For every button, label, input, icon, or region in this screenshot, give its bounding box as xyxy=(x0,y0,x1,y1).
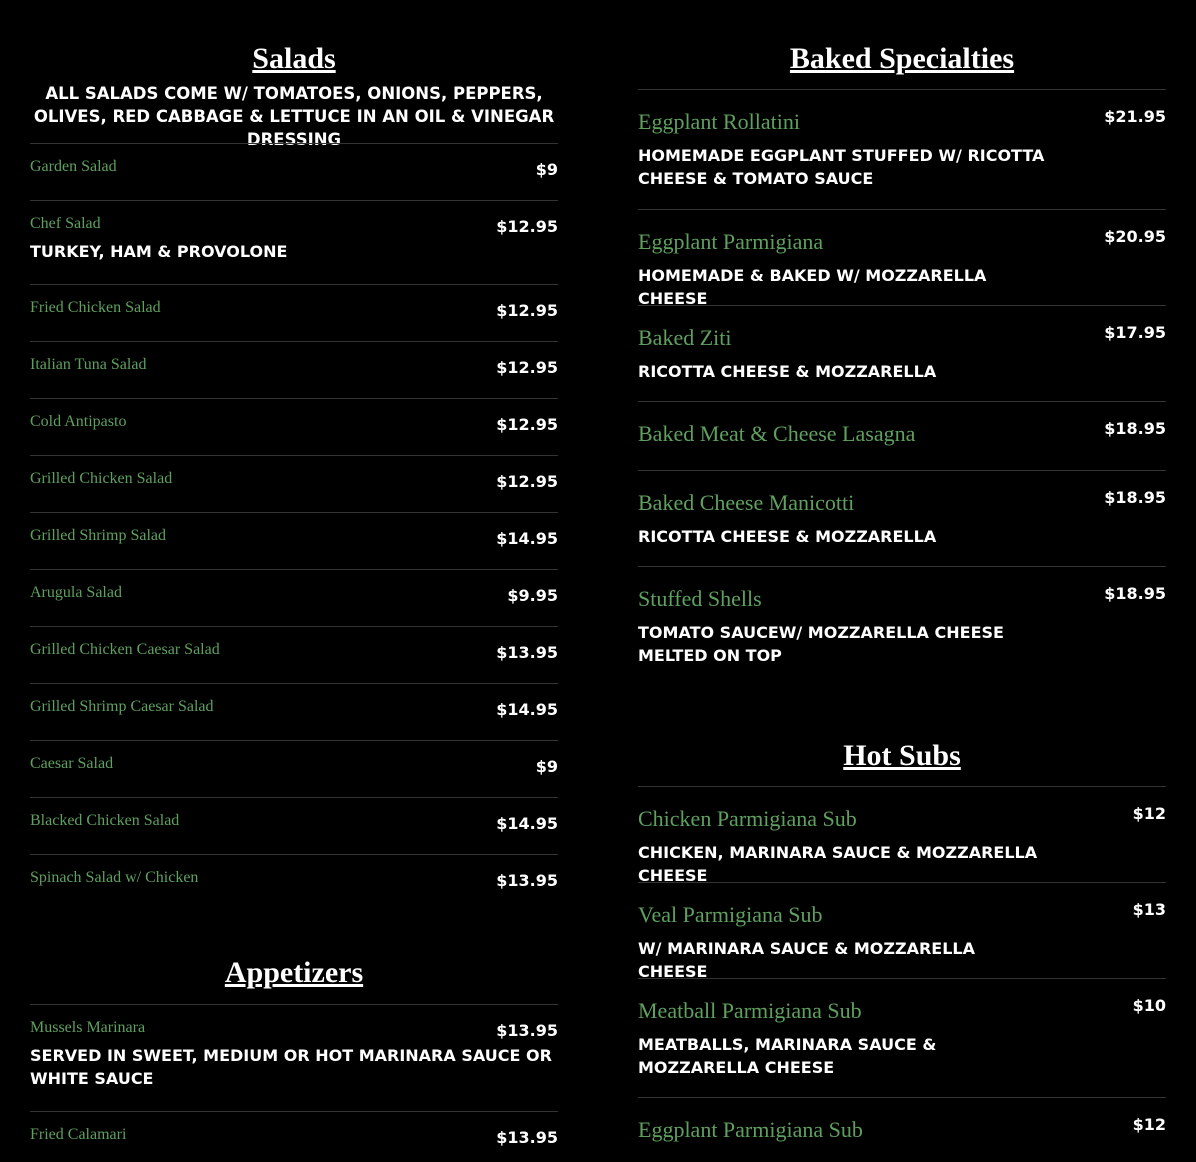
item-price: $13.95 xyxy=(496,1128,558,1147)
item-description: W/ MARINARA SAUCE & MOZZARELLA CHEESE xyxy=(638,939,975,981)
menu-item xyxy=(30,683,558,740)
item-name: Spinach Salad w/ Chicken xyxy=(30,869,199,886)
item-description: RICOTTA CHEESE & MOZZARELLA xyxy=(638,362,937,381)
item-name: Grilled Shrimp Salad xyxy=(30,527,166,544)
item-price: $9 xyxy=(535,160,558,179)
item-name: Fried Calamari xyxy=(30,1126,127,1143)
item-name: Blacked Chicken Salad xyxy=(30,812,180,829)
item-name: Arugula Salad xyxy=(30,584,122,601)
menu-item xyxy=(30,398,558,455)
salads-list xyxy=(30,143,558,911)
item-name: Eggplant Rollatini xyxy=(638,109,800,134)
menu-item xyxy=(638,978,1166,1097)
menu-item xyxy=(30,200,558,284)
item-name: Chef Salad xyxy=(30,215,101,232)
item-price: $9.95 xyxy=(507,586,558,605)
item-description: CHICKEN, MARINARA SAUCE & MOZZARELLA CHEESE xyxy=(638,843,1038,885)
item-name: Baked Meat & Cheese Lasagna xyxy=(638,421,916,446)
item-price: $21.95 xyxy=(1104,107,1166,126)
item-description: HOMEMADE EGGPLANT STUFFED W/ RICOTTA CHEESE & TOMATO SAUCE xyxy=(638,146,1045,188)
hotsubs-list xyxy=(638,786,1166,1158)
menu-item xyxy=(30,797,558,854)
item-price: $12 xyxy=(1132,804,1166,823)
item-name: Meatball Parmigiana Sub xyxy=(638,998,862,1023)
salads-title: Salads xyxy=(252,42,336,75)
item-name: Eggplant Parmigiana xyxy=(638,229,824,254)
item-price: $12.95 xyxy=(496,301,558,320)
baked-list xyxy=(638,89,1166,677)
item-name: Baked Cheese Manicotti xyxy=(638,490,855,515)
menu-item xyxy=(638,401,1166,470)
item-description: HOMEMADE & BAKED W/ MOZZARELLA CHEESE xyxy=(638,266,987,308)
item-description: TOMATO SAUCEW/ MOZZARELLA CHEESE MELTED ON TOP xyxy=(638,623,1004,665)
baked-section xyxy=(638,44,1166,74)
item-price: $13.95 xyxy=(496,643,558,662)
appetizers-section xyxy=(30,958,558,988)
item-description: RICOTTA CHEESE & MOZZARELLA xyxy=(638,527,937,546)
appetizers-list xyxy=(30,1004,558,1162)
item-price: $12.95 xyxy=(496,472,558,491)
item-price: $12 xyxy=(1132,1115,1166,1134)
menu-item xyxy=(638,305,1166,401)
item-name: Fried Chicken Salad xyxy=(30,299,161,316)
item-price: $13.95 xyxy=(496,1021,558,1040)
menu-item xyxy=(30,341,558,398)
hotsubs-title: Hot Subs xyxy=(843,739,961,772)
item-price: $12.95 xyxy=(496,217,558,236)
item-name: Caesar Salad xyxy=(30,755,114,772)
item-price: $18.95 xyxy=(1104,488,1166,507)
menu-item xyxy=(638,89,1166,209)
menu-item xyxy=(30,455,558,512)
item-description: TURKEY, HAM & PROVOLONE xyxy=(30,242,288,261)
baked-title: Baked Specialties xyxy=(789,42,1015,75)
item-name: Chicken Parmigiana Sub xyxy=(638,806,857,831)
item-description: MEATBALLS, MARINARA SAUCE & MOZZARELLA CHEESE xyxy=(638,1035,937,1077)
item-price: $18.95 xyxy=(1104,419,1166,438)
menu-item xyxy=(30,854,558,911)
hotsubs-section xyxy=(638,741,1166,771)
item-price: $14.95 xyxy=(496,814,558,833)
menu-item xyxy=(638,786,1166,885)
item-price: $20.95 xyxy=(1104,227,1166,246)
menu-item xyxy=(638,882,1166,981)
item-name: Stuffed Shells xyxy=(638,586,762,611)
item-name: Mussels Marinara xyxy=(30,1019,146,1036)
menu-item xyxy=(30,740,558,797)
item-name: Veal Parmigiana Sub xyxy=(638,902,823,927)
item-price: $13 xyxy=(1132,900,1166,919)
menu-item xyxy=(638,470,1166,566)
item-name: Garden Salad xyxy=(30,158,117,175)
item-price: $10 xyxy=(1132,996,1166,1015)
item-price: $13.95 xyxy=(496,871,558,890)
item-price: $12.95 xyxy=(496,415,558,434)
item-name: Grilled Shrimp Caesar Salad xyxy=(30,698,214,715)
menu-item xyxy=(638,1097,1166,1158)
item-name: Grilled Chicken Caesar Salad xyxy=(30,641,220,658)
menu-item xyxy=(30,1004,558,1111)
menu-item xyxy=(30,284,558,341)
item-name: Grilled Chicken Salad xyxy=(30,470,173,487)
item-price: $14.95 xyxy=(496,529,558,548)
item-name: Italian Tuna Salad xyxy=(30,356,147,373)
item-name: Cold Antipasto xyxy=(30,413,127,430)
item-price: $17.95 xyxy=(1104,323,1166,342)
menu-item xyxy=(638,209,1166,308)
item-price: $12.95 xyxy=(496,358,558,377)
item-description: SERVED IN SWEET, MEDIUM OR HOT MARINARA SAUCE OR WHITE SAUCE xyxy=(30,1046,552,1088)
item-name: Eggplant Parmigiana Sub xyxy=(638,1117,863,1142)
item-price: $18.95 xyxy=(1104,584,1166,603)
menu-item xyxy=(30,143,558,200)
menu-item xyxy=(30,1111,558,1162)
menu-item xyxy=(30,569,558,626)
salads-section xyxy=(30,44,558,159)
item-price: $14.95 xyxy=(496,700,558,719)
menu-item xyxy=(30,626,558,683)
menu-item xyxy=(30,512,558,569)
item-price: $9 xyxy=(535,757,558,776)
appetizers-title: Appetizers xyxy=(224,956,364,989)
menu-item xyxy=(638,566,1166,677)
salads-note: ALL SALADS COME W/ TOMATOES, ONIONS, PEPPERS, OLIVES, RED CABBAGE & LETTUCE IN AN OIL & VINEGAR DRESSING xyxy=(33,84,555,149)
item-name: Baked Ziti xyxy=(638,325,732,350)
